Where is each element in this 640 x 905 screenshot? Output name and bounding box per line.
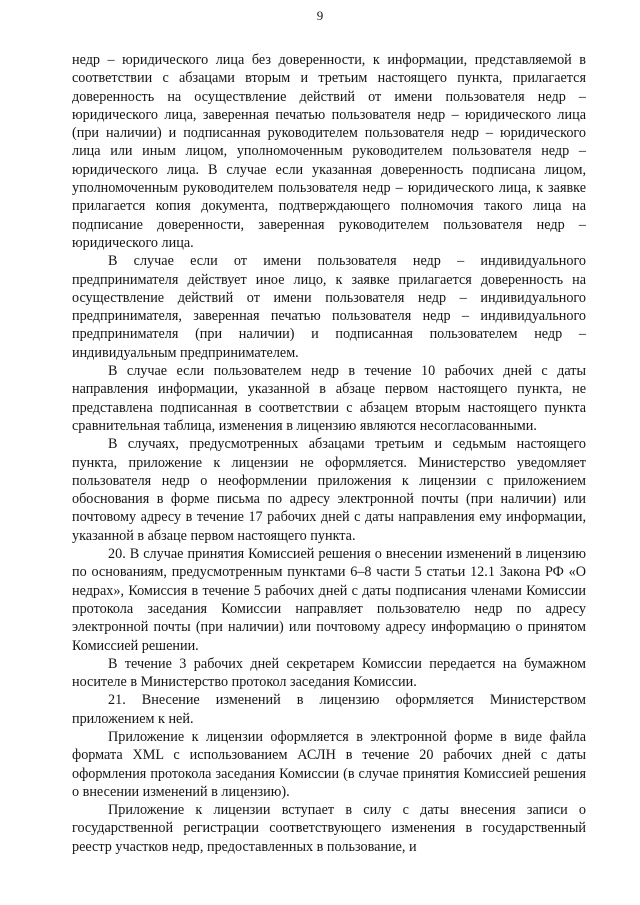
paragraph: В случае если от имени пользователя недр – индивидуального предпринимателя действует иное лицо, к заявке прилагается доверенность на осуществление действий от имени пользователя недр – индивидуального предпринимателя, заверенная печатью пользователя недр – индивидуального предпринимателя (при наличии) и подписанная пользователем недр – индивидуальным предпринимателем. <box>72 253 586 361</box>
paragraph: В случае если пользователем недр в течение 10 рабочих дней с даты направления информации, указанной в абзаце первом настоящего пункта, не представлена подписанная в соответствии с абзацем вторым настоящего пункта сравнительная таблица, изменения в лицензию являются несогласованными. <box>72 363 586 434</box>
paragraph: Приложение к лицензии вступает в силу с даты внесения записи о государственной регистрации соответствующего изменения в государственный реестр участков недр, предоставленных в пользование, и <box>72 802 586 855</box>
document-body <box>72 51 586 856</box>
paragraph: В течение 3 рабочих дней секретарем Комиссии передается на бумажном носителе в Министерство протокол заседания Комиссии. <box>72 655 586 691</box>
paragraph: 20. В случае принятия Комиссией решения о внесении изменений в лицензию по основаниям, предусмотренным пунктами 6–8 части 5 статьи 12.1 Закона РФ «О недрах», Комиссия в течение 5 рабочих дней с даты подписания членами Комиссии протокола заседания Комиссии направляет пользователю недр по адресу электронной почты (при наличии) или почтовому адресу информацию о принятом Комиссией решении. <box>72 546 586 654</box>
paragraph: В случаях, предусмотренных абзацами третьим и седьмым настоящего пункта, приложение к лицензии не оформляется. Министерство уведомляет пользователя недр о неоформлении приложения к лицензии с приложением обоснования в форме письма по адресу электронной почты (при наличии) или почтовому адресу в течение 17 рабочих дней с даты направления ему информации, указанной в абзаце первом настоящего пункта. <box>72 436 586 544</box>
paragraph: 21. Внесение изменений в лицензию оформляется Министерством приложением к ней. <box>72 692 586 727</box>
paragraph: Приложение к лицензии оформляется в электронной форме в виде файла формата XML с использованием АСЛН в течение 20 рабочих дней с даты оформления протокола заседания Комиссии (в случае принятия Комиссией решения о внесении изменений в лицензию). <box>72 728 586 800</box>
page-number: 9 <box>316 8 324 23</box>
paragraph: недр – юридического лица без доверенности, к информации, представляемой в соответствии с абзацами вторым и третьим настоящего пункта, прилагается доверенность на осуществление действий от имени пользователя недр – юридического лица, заверенная печатью пользователя недр – юридического лица (при наличии) и подписанная руководителем пользователя недр – юридического лица или иным лицом, уполномоченным руководителем пользователя недр – юридического лица. В случае если указанная доверенность подписана лицом, уполномоченным руководителем пользователя недр – юридического лица, к заявке прилагается копия документа, подтверждающего полномочия такого лица на подписание доверенности, заверенная руководителем пользователя недр – юридического лица. <box>72 52 586 251</box>
